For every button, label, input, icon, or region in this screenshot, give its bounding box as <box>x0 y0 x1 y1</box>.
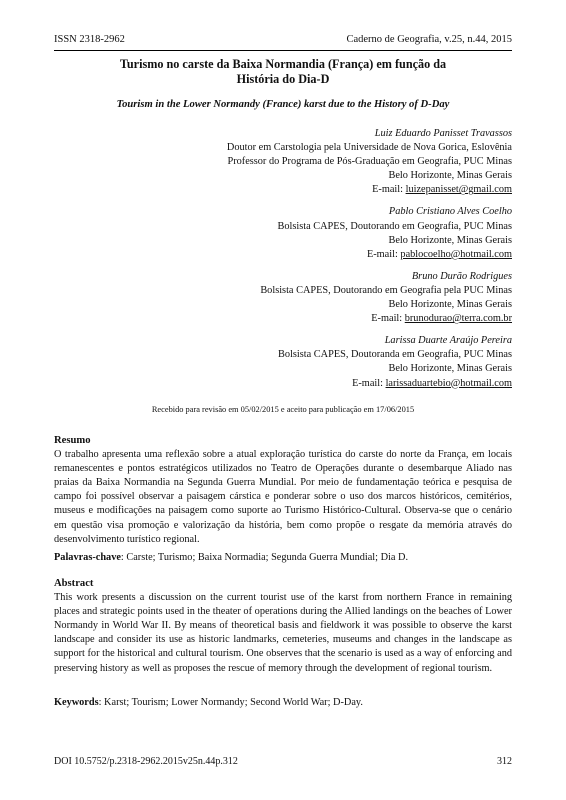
abstract-section <box>54 577 512 676</box>
author-location: Belo Horizonte, Minas Gerais <box>388 299 512 311</box>
author-location: Belo Horizonte, Minas Gerais <box>388 363 512 375</box>
email-label: E-mail: <box>352 377 386 389</box>
author-name: Bruno Durão Rodrigues <box>411 270 512 282</box>
abstract-text: This work presents a discussion on the current tourist use of the karst from northern France in remaining places and strategic points used in the theater of operations during the Allied landings on the beaches of Lower Normandy in World War II. By means of theoretical basis and fieldwork it was possible to observe the karst landscape and consider its use as historic landmarks, cemeteries, museums and changes in the landscape as support for the historical and cultural tourism. One observes that the scenario is used as a way of enforcing and preserving history as well as proposes the rescue of memory through the development of regional tourism. <box>54 592 512 674</box>
email-link[interactable]: larissaduartebio@hotmail.com <box>385 377 512 389</box>
email-link[interactable]: brunodurao@terra.com.br <box>404 313 512 325</box>
article-title <box>54 57 512 87</box>
author-block <box>52 205 512 261</box>
title-line-2: História do Dia-D <box>236 72 330 86</box>
author-name: Luiz Eduardo Panisset Travassos <box>374 128 512 139</box>
header-rule <box>54 50 512 51</box>
resumo-text: O trabalho apresenta uma reflexão sobre a atual exploração turística do carste do norte da França, em locais remanescentes e pontos estratégicos utilizados no Teatro de Operações durante o desembarque Aliado nas praias da Baixa Normandia na Segunda Guerra Mundial. Por meio de fundamentação teórica e pesquisa de campo foi possível observar a paisagem cárstica e ponderar sobre o uso dos marcos históricos, cemitérios, museus e modificações na paisagem como suporte ao Turismo Histórico-Cultural. Observa-se que o cenário em questão visa promoção e valorização da história, bem como propõe o resgate da memória através do desenvolvimento turístico regional. <box>54 449 512 545</box>
author-affiliation: Bolsista CAPES, Doutorando em Geografia, PUC Minas <box>277 220 512 232</box>
palavras-chave-text: : Carste; Turismo; Baixa Normadia; Segunda Guerra Mundial; Dia D. <box>120 552 409 563</box>
author-affiliation: Bolsista CAPES, Doutorando em Geografia pela PUC Minas <box>260 284 512 296</box>
email-link[interactable]: pablocoelho@hotmail.com <box>400 248 512 260</box>
issn: ISSN 2318-2962 <box>54 34 125 45</box>
author-block <box>52 334 512 390</box>
palavras-chave <box>54 551 512 565</box>
author-location: Belo Horizonte, Minas Gerais <box>388 170 512 182</box>
keywords <box>54 696 512 710</box>
author-block <box>52 127 512 197</box>
keywords-label: Keywords <box>54 697 99 708</box>
author-email <box>52 183 512 197</box>
author-name: Pablo Cristiano Alves Coelho <box>388 206 512 218</box>
email-label: E-mail: <box>372 184 406 196</box>
email-label: E-mail: <box>366 248 401 260</box>
author-affiliation: Bolsista CAPES, Doutoranda em Geografia, PUC Minas <box>278 349 512 361</box>
author-email <box>52 377 512 391</box>
page-number: 312 <box>497 756 512 767</box>
author-affiliation: Professor do Programa de Pós-Graduação em Geografia, PUC Minas <box>227 156 512 168</box>
abstract-heading: Abstract <box>54 578 94 589</box>
journal-citation: Caderno de Geografia, v.25, n.44, 2015 <box>346 34 512 45</box>
author-name: Larissa Duarte Araújo Pereira <box>384 335 512 347</box>
resumo-section <box>54 434 512 547</box>
palavras-chave-label: Palavras-chave <box>54 552 121 563</box>
doi: DOI 10.5752/p.2318-2962.2015v25n.44p.312 <box>54 756 238 767</box>
english-title: Tourism in the Lower Normandy (France) karst due to the History of D-Day <box>116 99 450 110</box>
author-block <box>52 270 512 326</box>
resumo-heading: Resumo <box>54 435 91 446</box>
author-location: Belo Horizonte, Minas Gerais <box>388 234 512 246</box>
author-list <box>52 127 512 399</box>
received-dates: Recebido para revisão em 05/02/2015 e aceito para publicação em 17/06/2015 <box>151 405 415 414</box>
author-email <box>52 248 512 262</box>
author-email <box>52 312 512 326</box>
title-line-1: Turismo no carste da Baixa Normandia (França) em função da <box>119 57 447 71</box>
author-affiliation: Doutor em Carstologia pela Universidade de Nova Gorica, Eslovênia <box>226 142 512 154</box>
email-link[interactable]: luizepanisset@gmail.com <box>405 184 512 196</box>
email-label: E-mail: <box>371 313 405 325</box>
running-header <box>54 34 512 48</box>
keywords-text: : Karst; Tourism; Lower Normandy; Second World War; D-Day. <box>98 697 363 708</box>
